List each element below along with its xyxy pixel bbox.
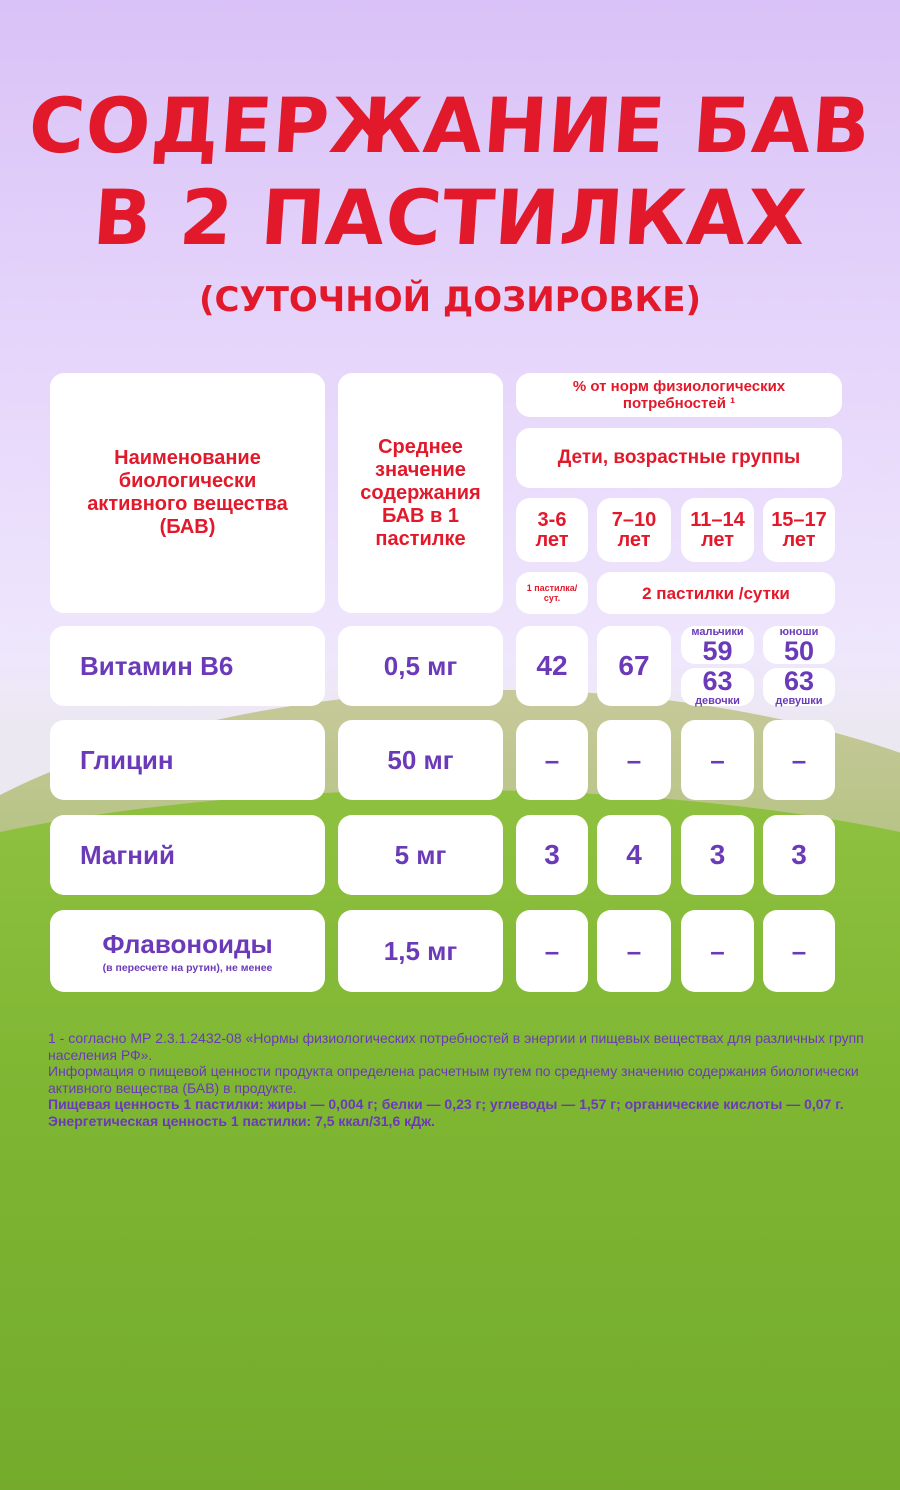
header-name-text: Наименование биологически активного вещества (БАВ): [87, 447, 288, 538]
amount-value: 50 мг: [387, 744, 454, 775]
percent-value: –: [544, 935, 560, 966]
young-women-value: 63: [783, 665, 815, 696]
row-magnesium-v4: [763, 815, 835, 895]
percent-value: –: [626, 935, 642, 966]
row-magnesium-v1: [516, 815, 588, 895]
substance-name: Магний: [80, 839, 175, 870]
row-magnesium-v2: [597, 815, 671, 895]
row-flavonoids-v1: [516, 910, 588, 992]
header-percent-norm-text: % от норм физиологических потребностей ¹: [572, 378, 786, 412]
background-hill-front: [0, 790, 900, 1490]
row-vitamin-b6-amount: [338, 626, 503, 706]
row-flavonoids-v3: [681, 910, 754, 992]
girls-value: 63: [702, 665, 733, 696]
header-average-cell: [338, 373, 503, 613]
row-glycine-v2: [597, 720, 671, 800]
header-name-cell: [50, 373, 325, 613]
boys-value: 59: [702, 635, 733, 666]
substance-name: Витамин В6: [80, 650, 234, 681]
dose-one-text: 1 пастилка/ сут.: [526, 583, 578, 603]
header-children-groups-text: Дети, возрастные группы: [557, 447, 801, 468]
row-vitamin-b6-name: [50, 626, 325, 706]
young-men-label: юноши: [779, 625, 819, 638]
page-title: [0, 80, 900, 264]
percent-value: –: [544, 744, 560, 775]
amount-value: 0,5 мг: [383, 650, 458, 681]
row-vitamin-b6-v3-bottom: [681, 665, 754, 707]
amount-value: 5 мг: [394, 839, 447, 870]
footnote-4: Энергетическая ценность 1 пастилки: 7,5 ккал/31,6 кДж.: [48, 1112, 435, 1129]
age-group-15-17: [763, 498, 835, 562]
dose-two-cell: [597, 572, 835, 614]
percent-value: 4: [626, 839, 642, 870]
substance-note: (в пересчете на рутин), не менее: [102, 961, 273, 974]
row-magnesium-name: [50, 815, 325, 895]
header-children-groups-cell: [516, 428, 842, 488]
row-magnesium-amount: [338, 815, 503, 895]
percent-value: 3: [544, 839, 560, 870]
footnote-2: Информация о пищевой ценности продукта определена расчетным путем по среднему значению содержания биологически активного вещества (БАВ) в продукте.: [48, 1063, 859, 1096]
age-group-3-6: [516, 498, 588, 562]
percent-value: –: [710, 935, 725, 966]
substance-name: Глицин: [80, 744, 174, 775]
age-label: 7–10 лет: [611, 509, 657, 551]
row-glycine-amount: [338, 720, 503, 800]
row-glycine-v3: [681, 720, 754, 800]
young-women-label: девушки: [775, 694, 823, 707]
header-average-text: Среднее значение содержания БАВ в 1 пастилке: [360, 435, 481, 550]
age-label: 3-6 лет: [535, 509, 569, 551]
percent-value: 67: [618, 650, 650, 681]
title-line-1: СОДЕРЖАНИЕ БАВ: [26, 81, 875, 170]
row-flavonoids-v2: [597, 910, 671, 992]
percent-value: –: [626, 744, 642, 775]
row-vitamin-b6-v4-bottom: [763, 665, 835, 707]
age-label: 15–17 лет: [771, 509, 827, 551]
row-magnesium-v3: [681, 815, 754, 895]
row-glycine-v1: [516, 720, 588, 800]
percent-value: 3: [791, 839, 807, 870]
percent-value: –: [791, 935, 807, 966]
footnote-3: Пищевая ценность 1 пастилки: жиры — 0,004 г; белки — 0,23 г; углеводы — 1,57 г; органические кислоты — 0,07 г.: [48, 1096, 844, 1112]
footnote-1: 1 - согласно МР 2.3.1.2432-08 «Нормы физиологических потребностей в энергии и пищевых веществах для различных групп населения РФ».: [48, 1030, 864, 1063]
title-line-2: В 2 ПАСТИЛКАХ: [90, 173, 810, 262]
row-glycine-v4: [763, 720, 835, 800]
percent-value: 42: [536, 650, 568, 681]
amount-value: 1,5 мг: [383, 935, 458, 966]
substance-name: Флавоноиды: [102, 928, 273, 959]
age-label: 11–14 лет: [690, 509, 745, 551]
row-glycine-name: [50, 720, 325, 800]
young-men-value: 50: [783, 635, 815, 666]
percent-value: –: [710, 744, 725, 775]
dose-two-text: 2 пастилки /сутки: [642, 583, 790, 603]
row-flavonoids-name: [50, 910, 325, 992]
row-vitamin-b6-v3-top: [681, 626, 754, 664]
boys-label: мальчики: [691, 625, 744, 638]
row-flavonoids-v4: [763, 910, 835, 992]
age-group-7-10: [597, 498, 671, 562]
age-group-11-14: [681, 498, 754, 562]
row-flavonoids-amount: [338, 910, 503, 992]
page-subtitle: (СУТОЧНОЙ ДОЗИРОВКЕ): [198, 280, 701, 320]
percent-value: 3: [709, 839, 726, 870]
row-vitamin-b6-v1: [516, 626, 588, 706]
girls-label: девочки: [695, 694, 740, 707]
footnotes: [48, 1030, 868, 1129]
header-percent-norm-cell: [516, 373, 842, 417]
dose-one-cell: [516, 572, 588, 614]
percent-value: –: [791, 744, 807, 775]
row-vitamin-b6-v4-top: [763, 626, 835, 664]
row-vitamin-b6-v2: [597, 626, 671, 706]
